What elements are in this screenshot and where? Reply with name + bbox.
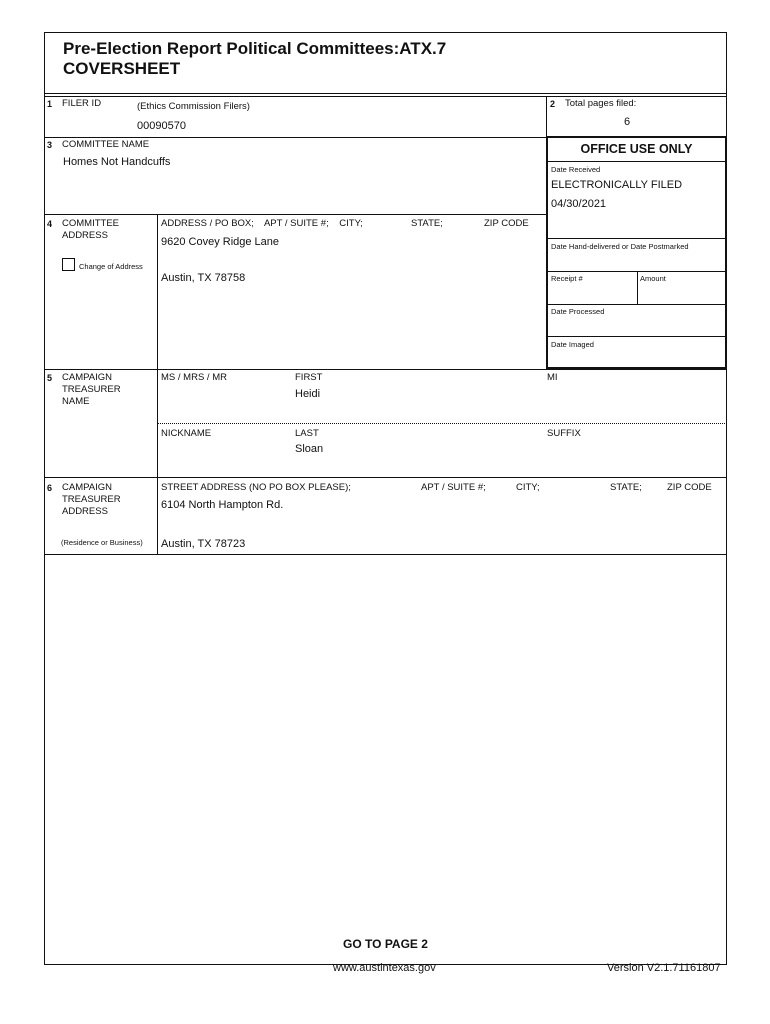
suffix-label: SUFFIX (547, 428, 581, 439)
office-divider-4 (547, 336, 726, 337)
committee-street: 9620 Covey Ridge Lane (161, 236, 280, 248)
section4-label-divider (157, 214, 158, 554)
row1-divider (44, 137, 547, 138)
form-title-line2: COVERSHEET (63, 59, 181, 78)
title-divider-2 (44, 96, 727, 97)
filer-id-label: FILER ID (62, 98, 102, 109)
office-use-title: OFFICE USE ONLY (580, 142, 693, 156)
committee-address-label-1: COMMITTEE (62, 218, 119, 229)
section3-number: 3 (47, 140, 53, 150)
section5-number: 5 (47, 373, 53, 383)
office-divider-1 (547, 238, 726, 239)
office-title-divider (547, 161, 726, 162)
section1-number: 1 (47, 99, 53, 109)
row5-divider (44, 477, 727, 478)
date-received-line1: ELECTRONICALLY FILED (551, 179, 683, 191)
section2-divider (546, 96, 547, 137)
nickname-label: NICKNAME (161, 428, 212, 439)
committee-name-label: COMMITTEE NAME (62, 139, 150, 150)
row3-divider (44, 214, 547, 215)
treasurer-address-label-1: CAMPAIGN (62, 482, 112, 493)
prefix-label: MS / MRS / MR (161, 372, 227, 383)
treasurer-address-label-3: ADDRESS (62, 506, 108, 517)
version-footer: Version V2.1.71161807 (607, 962, 721, 974)
total-pages-value: 6 (624, 116, 631, 128)
office-divider-3 (547, 304, 726, 305)
date-received-label: Date Received (551, 165, 601, 174)
residence-note: (Residence or Business) (61, 538, 143, 547)
committee-name-value: Homes Not Handcuffs (63, 156, 171, 168)
treasurer-address-label-2: TREASURER (62, 494, 121, 505)
last-name-label: LAST (295, 428, 319, 439)
committee-address-label-2: ADDRESS (62, 230, 108, 241)
go-to-page-2: GO TO PAGE 2 (343, 937, 428, 951)
section4-number: 4 (47, 219, 53, 229)
treasurer-name-label-1: CAMPAIGN (62, 372, 112, 383)
treasurer-name-label-3: NAME (62, 396, 90, 407)
address-col-headers: ADDRESS / PO BOX; APT / SUITE #; CITY; (161, 218, 363, 229)
receipt-amount-divider (637, 271, 638, 304)
title-divider (44, 93, 727, 94)
filer-id-value: 00090570 (137, 120, 186, 132)
state-header: STATE; (411, 218, 443, 229)
form-title (63, 39, 446, 79)
treasurer-street: 6104 North Hampton Rd. (161, 499, 284, 511)
first-name-value: Heidi (295, 388, 321, 400)
filer-id-sublabel: (Ethics Commission Filers) (137, 101, 250, 112)
zip-header-6: ZIP CODE (667, 482, 712, 493)
change-of-address-checkbox[interactable] (62, 258, 75, 271)
section6-number: 6 (47, 483, 53, 493)
hand-delivered-label: Date Hand-delivered or Date Postmarked (551, 242, 689, 251)
state-header-6: STATE; (610, 482, 642, 493)
street-address-header: STREET ADDRESS (NO PO BOX PLEASE); (161, 482, 351, 493)
city-header: CITY; (516, 482, 540, 493)
receipt-label: Receipt # (551, 274, 583, 283)
apt-header: APT / SUITE #; (421, 482, 486, 493)
row6-divider (44, 554, 727, 555)
name-dotted-divider (158, 423, 727, 424)
amount-label: Amount (640, 274, 666, 283)
change-of-address-label: Change of Address (79, 262, 143, 271)
date-received-line2: 04/30/2021 (551, 198, 607, 210)
form-title-line1: Pre-Election Report Political Committees:ATX.7 (63, 39, 447, 58)
total-pages-label: Total pages filed: (565, 98, 637, 109)
mi-label: MI (547, 372, 558, 383)
section2-number: 2 (550, 99, 556, 109)
zip-header: ZIP CODE (484, 218, 529, 229)
first-name-label: FIRST (295, 372, 323, 383)
row4-divider (44, 369, 727, 370)
website-footer: www.austintexas.gov (333, 962, 436, 974)
committee-city-line: Austin, TX 78758 (161, 272, 246, 284)
treasurer-name-label-2: TREASURER (62, 384, 121, 395)
treasurer-city-line: Austin, TX 78723 (161, 538, 246, 550)
last-name-value: Sloan (295, 443, 324, 455)
date-imaged-label: Date Imaged (551, 340, 594, 349)
date-processed-label: Date Processed (551, 307, 605, 316)
